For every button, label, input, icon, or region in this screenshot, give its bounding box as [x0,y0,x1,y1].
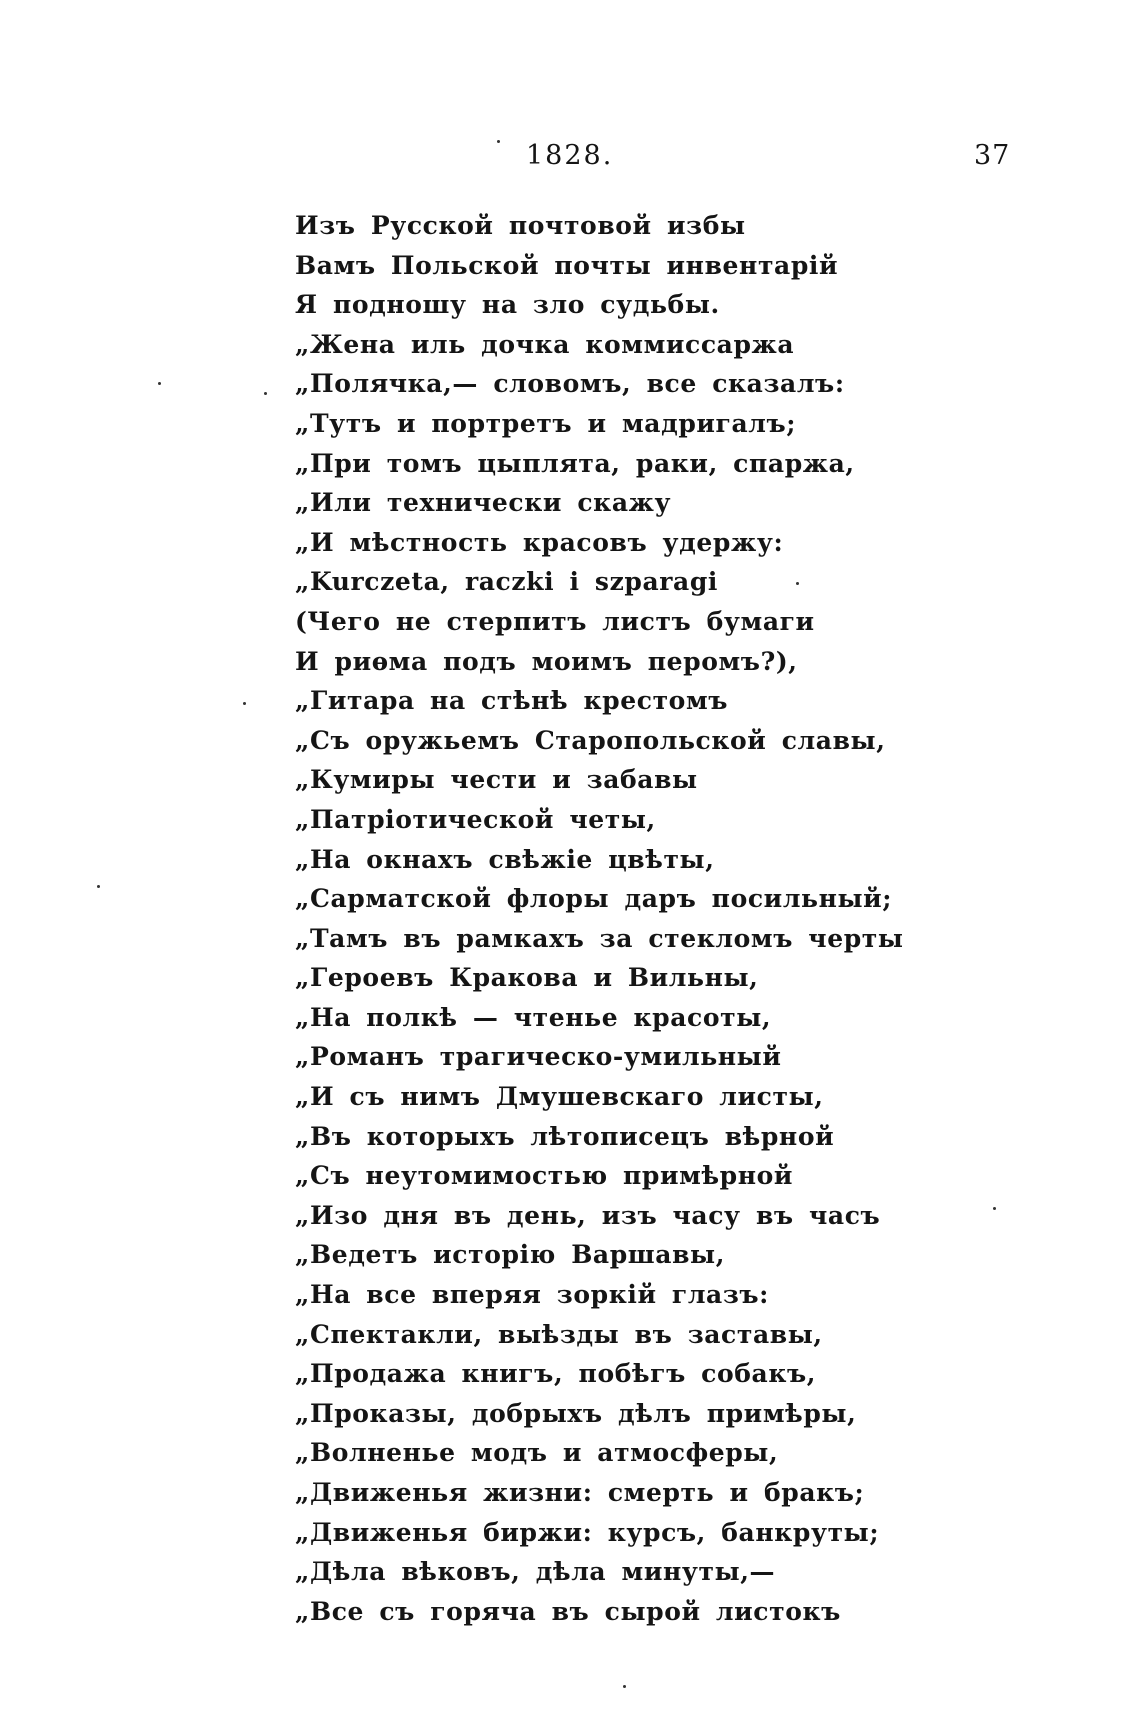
poem-line: „Проказы, добрыхъ дѣлъ примѣры, [295,1398,857,1428]
poem-line: „Продажа книгъ, побѣгъ собакъ, [295,1359,817,1389]
poem-line: „Или технически скажу [295,488,672,518]
poem-text [295,206,1055,1631]
poem-line: „Дѣла вѣковъ, дѣла минуты,— [295,1557,776,1587]
poem-line: „При томъ цыплята, раки, спаржа, [295,448,855,478]
poem-line: „Спектакли, выѣзды въ заставы, [295,1319,823,1349]
poem-line: „И съ нимъ Дмушевскаго листы, [295,1082,824,1112]
poem-line: „Тутъ и портретъ и мадригалъ; [295,408,797,438]
poem-line: „Kurczeta, raczki i szparagi [295,567,718,597]
poem-line: „Тамъ въ рамкахъ за стекломъ черты [295,923,904,953]
poem-line: Изъ Русской почтовой избы [295,211,746,240]
poem-line: „Въ которыхъ лѣтописецъ вѣрной [295,1121,835,1151]
scan-speck [623,1685,626,1688]
scan-speck [497,140,500,143]
scan-speck [97,885,100,888]
poem-line: „Движенья жизни: смерть и бракъ; [295,1478,865,1507]
poem-line: „На окнахъ свѣжіе цвѣты, [295,844,715,874]
poem-line: „Изо дня въ день, изъ часу въ часъ [295,1200,881,1230]
poem-line: „Сарматской флоры даръ посильный; [295,884,893,914]
poem-line: „На все вперяя зоркій глазъ: [295,1280,770,1310]
page-number: 37 [974,140,1011,171]
poem-line: „Гитара на стѣнѣ крестомъ [295,686,729,716]
poem-line: И риѳма подъ моимъ перомъ?), [295,646,798,676]
scan-speck [158,382,161,385]
poem-line: „Романъ трагическо-умильный [295,1042,782,1072]
poem-line: „Жена иль дочка коммиссаржа [295,329,795,359]
poem-line: „И мѣстность красовъ удержу: [295,527,784,557]
scan-speck [243,702,246,705]
poem-line: „Движенья биржи: курсъ, банкруты; [295,1517,880,1547]
scan-speck [264,392,267,395]
poem-line: „Ведетъ исторію Варшавы, [295,1240,726,1270]
scan-speck [796,582,799,585]
poem-line: Я подношу на зло судьбы. [295,290,720,320]
poem-line: „Героевъ Кракова и Вильны, [295,963,759,993]
poem-line: „Съ оружьемъ Старопольской славы, [295,725,886,755]
poem-line: „Волненье модъ и атмосферы, [295,1438,779,1468]
running-head [0,140,1140,180]
poem-line: (Чего не стерпитъ листъ бумаги [295,606,815,636]
scan-speck [993,1207,996,1210]
poem-line: „Патріотической четы, [295,804,656,834]
poem-line: Вамъ Польской почты инвентарій [295,250,839,280]
poem-line: „Кумиры чести и забавы [295,765,698,795]
running-head-year: 1828. [526,140,614,171]
poem-line: „На полкѣ — чтенье красоты, [295,1002,772,1032]
poem-line: „Съ неутомимостью примѣрной [295,1161,794,1191]
poem-line: „Полячка,— словомъ, все сказалъ: [295,369,845,399]
poem-line: „Все съ горяча въ сырой листокъ [295,1596,841,1626]
